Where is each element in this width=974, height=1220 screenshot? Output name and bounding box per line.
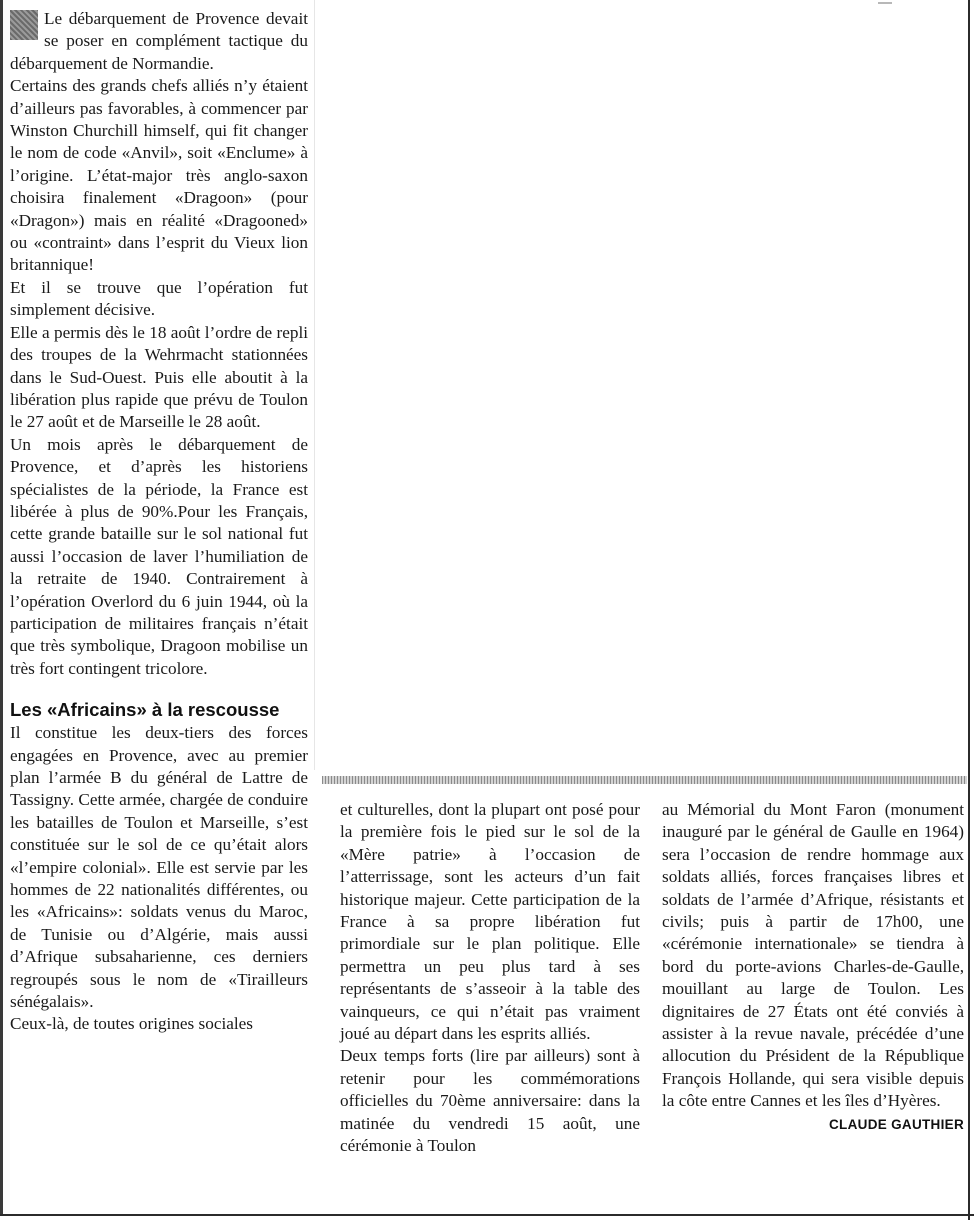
left-page-edge (0, 0, 3, 1215)
byline: CLAUDE GAUTHIER (829, 1116, 964, 1132)
paragraph-allies: Certains des grands chefs alliés n’y étaient d’ailleurs pas favorables, à commencer par Winston Churchill himself, qui fit changer le nom de code «Anvil», soit «Enclume» à l’origine. L’état-major très anglo-saxon choisira finalement «Dragoon» (pour «Dragon») mais en réalité «Dragooned» ou «contraint» dans l’esprit du Vieux lion britannique! (10, 76, 308, 275)
paragraph-wehrmacht: Elle a permis dès le 18 août l’ordre de repli des troupes de la Wehrmacht stationnées dans le Sud-Ouest. Puis elle aboutit à la libération plus rapide que prévu de Toulon le 27 août et de Marseille le 28 août. (10, 322, 308, 432)
paragraph-decisive: Et il se trouve que l’opération fut simplement décisive. (10, 277, 308, 320)
article-column-1 (10, 8, 308, 1036)
lead-bullet-icon (10, 10, 38, 40)
paragraph-ceremonies-part-1: Deux temps forts (lire par ailleurs) sont à retenir pour les commémorations officielles du 70ème anniversaire: dans la matinée du vendredi 15 août, une cérémonie à Toulon (340, 1046, 640, 1156)
paragraph-origins-part-2: et culturelles, dont la plupart ont posé pour la première fois le pied sur le sol de la «Mère patrie» à l’occasion de l’atterrissage, sont les acteurs d’un fait historique majeur. Cette participation de la France à sa propre libération fut primordiale sur le plan politique. Elle permettra un peu plus tard à ses représentants de s’asseoir à la table des vainqueurs, ce qui n’était pas vraiment joué au départ dans les esprits alliés. (340, 800, 640, 1044)
article-column-3 (662, 799, 964, 1134)
paragraph-liberation: Un mois après le débarquement de Provence, et d’après les historiens spécialistes de la période, la France est libérée à plus de 90%.Pour les Français, cette grande bataille sur le sol national fut aussi l’occasion de laver l’humiliation de la retraite de 1940. Contrairement à l’opération Overlord du 6 juin 1944, où la participation de militaires français n’était que très symbolique, Dragoon mobilise un très fort contingent tricolore. (10, 434, 308, 678)
article-column-2 (340, 799, 640, 1158)
subheading: Les «Africains» à la rescousse (10, 699, 280, 721)
section-divider-rule (322, 776, 967, 784)
bottom-page-edge (0, 1214, 974, 1216)
right-page-edge (968, 0, 970, 1220)
paragraph-ceremonies-part-2: au Mémorial du Mont Faron (monument inauguré par le général de Gaulle en 1964) sera l’occasion de rendre hommage aux soldats alliés, forces françaises libres et soldats de l’armée d’Afrique, résistants et civils; puis à partir de 17h00, une «cérémonie internationale» se tiendra à bord du porte-avions Charles-de-Gaulle, mouillant au large de Toulon. Les dignitaires de 27 États ont été conviés à assister à la revue navale, précédée d’une allocution du Président de la République François Hollande, qui sera visible depuis la côte entre Cannes et les îles d’Hyères. (662, 800, 964, 1111)
scan-mark (878, 2, 892, 4)
column-gutter (314, 0, 315, 770)
lead-paragraph: Le débarquement de Provence devait se poser en complément tactique du débarquement de Normandie. (10, 9, 308, 73)
paragraph-armee-b: Il constitue les deux-tiers des forces engagées en Provence, avec au premier plan l’armée B du général de Lattre de Tassigny. Cette armée, chargée de conduire les batailles de Toulon et Marseille, s’est constituée sur le sol de ce qu’était alors «l’empire colonial». Elle est servie par les hommes de 22 nationalités différentes, ou les «Africains»: soldats venus du Maroc, de Tunisie ou d’Algérie, mais aussi d’Afrique subsaharienne, ces derniers regroupés sous le nom de «Tirailleurs sénégalais». (10, 723, 308, 1012)
paragraph-origins-part-1: Ceux-là, de toutes origines sociales (10, 1014, 253, 1034)
